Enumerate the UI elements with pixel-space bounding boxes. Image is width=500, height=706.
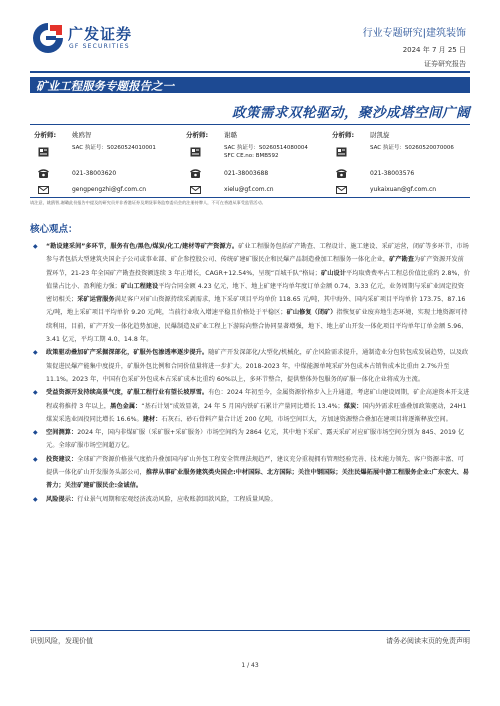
page-number: 1 / 43 bbox=[241, 662, 259, 669]
id-card-icon bbox=[38, 147, 49, 157]
point-investment bbox=[44, 453, 470, 493]
point-risk bbox=[44, 493, 470, 506]
analyst-email[interactable]: gengpengzhi@gf.com.cn bbox=[72, 186, 147, 193]
analyst-name: 谢璐 bbox=[224, 131, 237, 139]
id-card-icon bbox=[336, 147, 347, 157]
analyst-card bbox=[328, 125, 468, 197]
point-lead: 投资建议： bbox=[46, 455, 78, 463]
brand-name-en: GF SECURITIES bbox=[69, 43, 130, 50]
point-keyword: 矿山修复（闭矿） bbox=[286, 309, 337, 317]
point-market-size bbox=[44, 426, 470, 453]
analyst-phone: 021-38003688 bbox=[224, 170, 269, 177]
point-text: 矿业工程服务包括矿产勘查、工程设计、施工建设、采矿运营，闭矿等多环节，市场参与者包括大型建筑央国企子公司或事业部、矿企参控股公司、传统矿建矿服民企和民爆产品制造叠加工程服务一体化企业， bbox=[46, 243, 469, 264]
analyst-disclaimer: 请注意，姚鸥智,谢璐此份报告中提及的研究员并非香港证券及期货事务监察委员会的注册持牌人，不可在香港从事受监管活动。 bbox=[30, 200, 266, 205]
analyst-label: 分析师: bbox=[332, 131, 355, 139]
point-demand bbox=[44, 386, 470, 426]
footer-disclaimer-note: 请务必阅读末页的免责声明 bbox=[386, 637, 470, 645]
analyst-phone: 021-38003620 bbox=[72, 170, 117, 177]
banner-title: 矿业工程服务专题报告之一 bbox=[36, 79, 174, 93]
point-lead: 风险提示： bbox=[46, 495, 78, 503]
id-card-icon bbox=[190, 147, 201, 157]
gf-logo-icon bbox=[30, 20, 66, 56]
core-points bbox=[44, 240, 470, 506]
analyst-email[interactable]: xielu@gf.com.cn bbox=[224, 186, 274, 193]
point-text: “基石计划”成效显著，24 年 5 月国内铁矿石累计产量同比增长 13.4%； bbox=[141, 402, 344, 410]
analyst-label: 分析师: bbox=[34, 131, 57, 139]
point-keyword: 煤炭： bbox=[343, 402, 363, 410]
report-category: 行业专题研究|建筑装饰 bbox=[362, 28, 466, 39]
point-keyword: 黑色金属： bbox=[110, 402, 142, 410]
analyst-card bbox=[182, 125, 322, 197]
point-text: 国内外需求旺盛叠加政策驱动，24H1 煤炭采选业固投同比增长 16.6%。 bbox=[46, 402, 467, 423]
email-icon bbox=[38, 185, 49, 195]
analyst-card bbox=[30, 125, 170, 197]
analyst-name: 尉凯旋 bbox=[370, 131, 390, 139]
point-keyword: 推荐从事矿业服务建筑类央国企:中材国际、北方国际；关注中钢国际；关注民爆拓展中游工程服务企业:广东宏大、易普力；关注矿建矿服民企:金诚信。 bbox=[46, 469, 469, 490]
report-type: 证券研究报告 bbox=[424, 60, 466, 68]
phone-icon bbox=[190, 169, 201, 179]
point-keyword: 建材： bbox=[142, 415, 162, 423]
analyst-sac: SAC 执证号：S0260524010001 bbox=[72, 145, 156, 151]
analyst-label: 分析师: bbox=[186, 131, 209, 139]
analyst-phone: 021-38003576 bbox=[370, 170, 415, 177]
point-keyword: 采矿运营服务 bbox=[77, 296, 115, 304]
point-text: 平均取费费率占工程总价值比重约 2.8%，价值量占比小、盈利能力强； bbox=[46, 269, 470, 290]
point-lead: 政策驱动叠加矿产采掘深部化，矿服外包渗透率逐步提升。 bbox=[46, 349, 209, 357]
point-lead: 受益资源开发持续高景气度，矿服工程行业有望长坡厚雪。 bbox=[46, 389, 209, 397]
analyst-panel bbox=[30, 124, 470, 198]
analyst-sfc: SFC CE.no: BMB592 bbox=[224, 153, 279, 159]
footer-slogan: 识别风险，发现价值 bbox=[30, 637, 93, 645]
main-title: 政策需求双轮驱动，聚沙成塔空间广阔 bbox=[232, 105, 470, 121]
email-icon bbox=[190, 185, 201, 195]
analyst-sac: SAC 执证号：S0260514080004 bbox=[224, 145, 308, 151]
report-meta bbox=[363, 24, 466, 69]
core-points-heading: 核心观点： bbox=[30, 224, 78, 235]
point-text: 2024 年，国内非煤矿服（采矿服+采矿服务）市场空间约为 2864 亿元，其中地下采矿、露天采矿对应矿服市场空间分别为 845、2019 亿元。全球矿服市场空间超万亿。 bbox=[46, 429, 465, 450]
footer-divider bbox=[30, 630, 470, 631]
email-icon bbox=[336, 185, 347, 195]
analyst-name: 姚鸥智 bbox=[72, 131, 92, 139]
point-outsourcing bbox=[44, 346, 470, 386]
phone-icon bbox=[336, 169, 347, 179]
point-exploration-chain bbox=[44, 240, 470, 346]
point-text: 满足客户对矿山资源持续采剥需求，地下采矿项目平均单价 118.65 元/吨，其中海外、国内采矿项目平均单价 173.75、87.16 元/吨，地上采矿项目平均单价 9.20 元/吨， bbox=[46, 296, 466, 317]
analyst-sac: SAC 执证号：S0260520070006 bbox=[370, 145, 454, 151]
header-divider bbox=[30, 71, 470, 73]
brand-name-cn: 广发证券 bbox=[68, 25, 133, 43]
analyst-email[interactable]: yukaixuan@gf.com.cn bbox=[370, 186, 437, 193]
company-logo bbox=[30, 20, 140, 60]
point-keyword: 矿产勘查 bbox=[389, 256, 415, 264]
phone-icon bbox=[38, 169, 49, 179]
point-text: 全球矿产资源价格景气度抬升叠加国内矿山外包工程安全管理法规趋严，建议充分重视拥有管理经验完善、技术能力领先、客户资源丰富、可提供一体化矿山开发服务头部公司， bbox=[46, 455, 464, 477]
point-lead: 空间测算： bbox=[46, 429, 78, 437]
point-text: 石灰石、砂石骨料产量合计近 200 亿吨，市场空间巨大，方加速资源整合叠加在建项目将逐渐释放空间。 bbox=[161, 415, 452, 423]
title-banner bbox=[30, 77, 470, 93]
point-lead: “勘设建采间”多环节，服务有色/黑色/煤炭/化工/建材等矿产资源方。 bbox=[46, 243, 239, 250]
point-text: 为矿产资源开发前置环节，21-23 年全国矿产勘查投资额连续 3 年正增长，CAGR+12.54%，呈现“百城千队”格局； bbox=[46, 256, 464, 277]
point-text: 当前行业收入增速平稳且价格处于平稳区； bbox=[168, 309, 287, 317]
point-text: 平均合同金额 4.23 亿元，地下、地上矿建平均单年度订单金额 0.74、3.33 亿元，业务周期与采矿业固定投资密切相关； bbox=[46, 282, 465, 304]
point-keyword: 矿山设计 bbox=[321, 269, 346, 277]
point-text: 行业景气周期和宏观经济波动风险，应收账款回款风险，工程质量风险。 bbox=[77, 495, 277, 503]
point-text: 有色：2024 年初至今，金属资源价格步入上升通道，考虑矿山建设周期，矿企高速资本开支进程或将推持 3 年以上， bbox=[46, 389, 470, 410]
point-text: 随矿产开发深部化/大型化/机械化，矿企风险需求提升，通制造业分包转包成发展趋势，以及政策促进民爆产能集中度提升，矿服外包比例和合同价值量将进一步扩大。2018-2023 年，中煤能源单吨采矿外包成本占销售成本比重由 2.7%升至 11.1%。2023 年，中国有色采矿外包成本占采矿成本比重约 60%以上，多环节整合，提供整体外包服务的矿服一体化企业将成为主流。 bbox=[46, 349, 469, 383]
report-date: 2024 年 7 月 25 日 bbox=[402, 46, 466, 54]
point-keyword: 矿山工程建设 bbox=[120, 282, 159, 290]
point-text: 指恢复矿业废弃地生态环境，实现土地资源可持续利用，目前，矿产开发一体化趋势加速，民爆制造及矿业工程上下游际向整合协同显著增强，地下、地上矿山开发一体化项目平均单年订单金额 5.96、3.41 亿元，平均工期 4.0、14.8 年。 bbox=[46, 309, 468, 344]
